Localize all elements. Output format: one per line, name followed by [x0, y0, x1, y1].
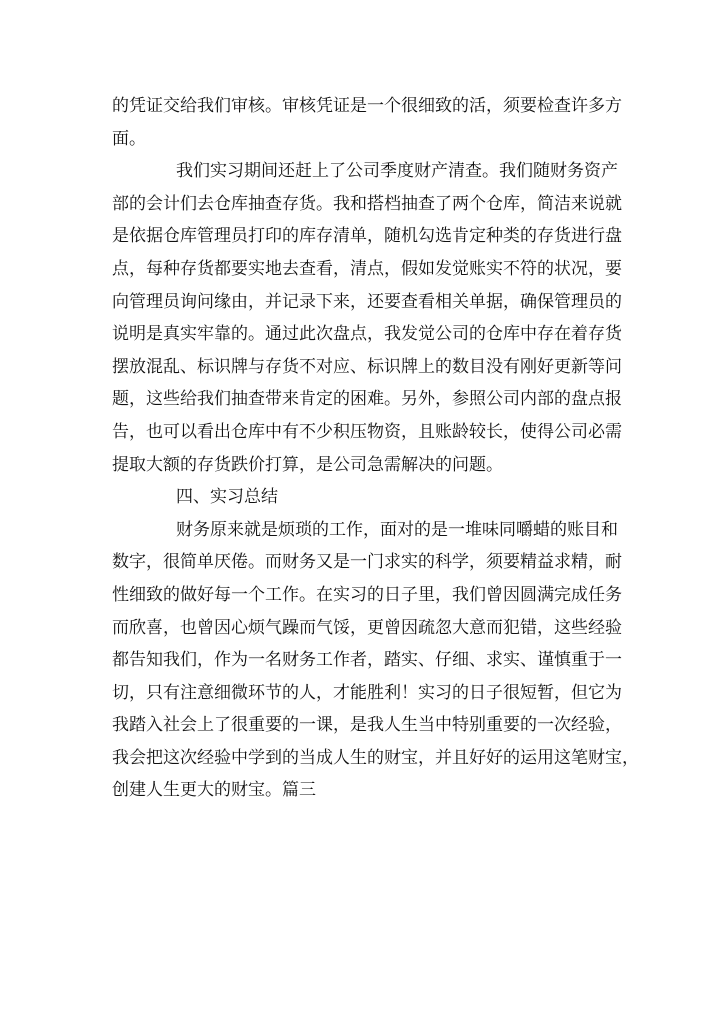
text-line: 我们实习期间还赶上了公司季度财产清查。我们随财务资产 [176, 161, 618, 182]
text-line: 点，每种存货都要实地去查看，清点，假如发觉账实不符的状况，要 [112, 258, 622, 279]
text-line: 而欣喜，也曾因心烦气躁而气馁，更曾因疏忽大意而犯错，这些经验 [112, 617, 622, 638]
text-line: 告，也可以看出仓库中有不少积压物资，且账龄较长，使得公司必需 [112, 421, 622, 442]
text-line: 的凭证交给我们审核。审核凭证是一个很细致的活，须要检查许多方 [112, 96, 622, 116]
text-line: 是依据仓库管理员打印的库存清单，随机勾选肯定种类的存货进行盘 [112, 226, 622, 247]
text-line: 向管理员询问缘由，并记录下来，还要查看相关单据，确保管理员的 [112, 291, 622, 312]
text-line: 性细致的做好每一个工作。在实习的日子里，我们曾因圆满完成任务 [112, 584, 622, 605]
text-line: 我会把这次经验中学到的当成人生的财宝，并且好好的运用这笔财宝， [112, 747, 639, 768]
text-line: 提取大额的存货跌价打算，是公司急需解决的问题。 [112, 454, 503, 475]
text-line: 财务原来就是烦琐的工作，面对的是一堆味同嚼蜡的账目和 [176, 519, 618, 540]
text-line: 切，只有注意细微环节的人，才能胜利！实习的日子很短暂，但它为 [112, 682, 622, 703]
text-line: 摆放混乱、标识牌与存货不对应、标识牌上的数目没有刚好更新等问 [112, 356, 622, 377]
text-line: 创建人生更大的财宝。篇三 [112, 780, 316, 801]
text-line: 我踏入社会上了很重要的一课，是我人生当中特别重要的一次经验， [112, 715, 622, 736]
text-line: 四、实习总结 [176, 487, 278, 508]
text-line: 题，这些给我们抽查带来肯定的困难。另外，参照公司内部的盘点报 [112, 389, 622, 410]
text-line: 部的会计们去仓库抽查存货。我和搭档抽查了两个仓库，简洁来说就 [112, 193, 622, 214]
document-body [112, 90, 639, 807]
text-line: 都告知我们，作为一名财务工作者，踏实、仔细、求实、谨慎重于一 [112, 650, 622, 671]
text-line: 数字，很简单厌倦。而财务又是一门求实的科学，须要精益求精，耐 [112, 552, 622, 573]
text-line: 面。 [112, 128, 146, 149]
text-line: 说明是真实牢靠的。通过此次盘点，我发觉公司的仓库中存在着存货 [112, 324, 622, 345]
